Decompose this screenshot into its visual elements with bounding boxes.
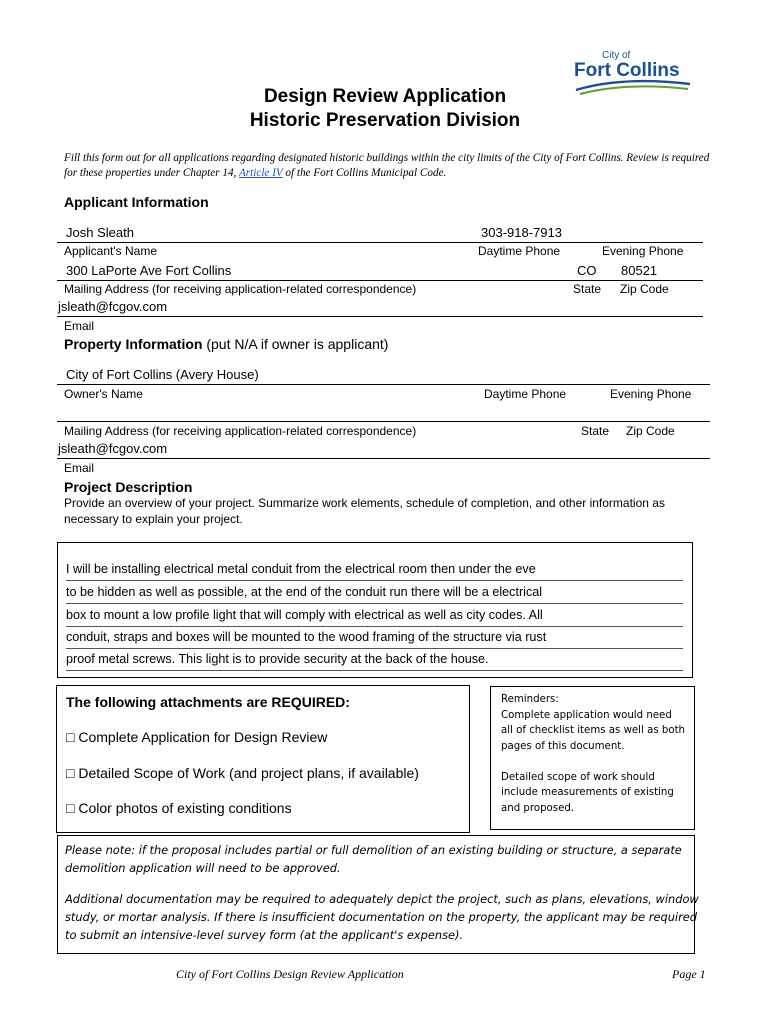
owner-email-label: Email xyxy=(64,461,95,475)
intro-paragraph: Fill this form out for all applications regarding designated historic buildings within the city limits of the City of Fort Collins. Review is required for these properties under Chapter 14, Article IV of the Fort Collins Municipal Code. xyxy=(64,152,710,179)
note-line: to submit an intensive-level survey form (at the applicant's expense). xyxy=(65,928,464,942)
owner-address-label: Mailing Address (for receiving application-related correspondence) xyxy=(64,424,417,438)
owner-zip-label: Zip Code xyxy=(626,424,675,438)
owner-name-label: Owner's Name xyxy=(64,387,143,401)
page-subtitle: Historic Preservation Division xyxy=(249,110,521,131)
reminders-line: pages of this document. xyxy=(501,740,625,752)
note-line: Additional documentation may be required to adequately depict the project, such as plans, elevations, window xyxy=(65,892,699,906)
project-description-box[interactable] xyxy=(57,542,693,678)
svg-text:Fort Collins: Fort Collins xyxy=(574,60,680,81)
reminders-line xyxy=(501,754,685,770)
note-line: demolition application will need to be approved. xyxy=(65,861,341,875)
required-attachments-box xyxy=(56,685,470,833)
note-line: study, or mortar analysis. If there is insufficient documentation on the property, the applicant may be required xyxy=(65,910,697,924)
owner-name-value[interactable]: City of Fort Collins (Avery House) xyxy=(66,367,259,382)
applicant-name-label: Applicant's Name xyxy=(64,244,157,258)
applicant-email-rule xyxy=(57,316,703,317)
reminders-line: Reminders: xyxy=(501,694,559,705)
project-instructions: Provide an overview of your project. Summarize work elements, schedule of completion, and other information as necessary to explain your project. xyxy=(64,496,665,526)
description-line: I will be installing electrical metal conduit from the electrical room then under the eve xyxy=(66,561,683,581)
svg-text:City of: City of xyxy=(602,50,631,61)
owner-evening-label: Evening Phone xyxy=(610,387,692,401)
property-heading: Property Information (put N/A if owner is applicant) xyxy=(64,336,389,352)
owner-daytime-label: Daytime Phone xyxy=(484,387,567,401)
applicant-zip-label: Zip Code xyxy=(620,282,669,296)
applicant-daytime-label: Daytime Phone xyxy=(478,244,561,258)
reminders-line: all of checklist items as well as both xyxy=(501,725,686,736)
project-heading: Project Description xyxy=(64,479,193,495)
applicant-email-label: Email xyxy=(64,319,95,333)
applicant-daytime-phone-value[interactable]: 303-918-7913 xyxy=(481,225,562,240)
page-title: Design Review Application xyxy=(263,86,507,107)
required-attachments-heading: The following attachments are REQUIRED: xyxy=(66,694,350,710)
checklist-item-application[interactable]: □ Complete Application for Design Review xyxy=(66,729,328,745)
applicant-email-value[interactable]: jsleath@fcgov.com xyxy=(58,299,168,314)
reminders-line: include measurements of existing xyxy=(501,787,674,798)
applicant-address-value[interactable]: 300 LaPorte Ave Fort Collins xyxy=(66,263,232,278)
checklist-item-scope[interactable]: □ Detailed Scope of Work (and project plans, if available) xyxy=(66,765,419,781)
applicant-address-rule xyxy=(57,280,703,281)
reminders-line: Complete application would need xyxy=(501,709,672,721)
footer-title: City of Fort Collins Design Review Application xyxy=(176,967,404,981)
owner-name-rule xyxy=(57,384,710,385)
owner-email-value[interactable]: jsleath@fcgov.com xyxy=(58,441,168,456)
demolition-note-box xyxy=(57,835,699,954)
owner-email-rule xyxy=(57,458,710,459)
note-line: Please note: if the proposal includes partial or full demolition of an existing building or structure, a separate xyxy=(65,843,682,857)
description-line: box to mount a low profile light that will comply with electrical as well as city codes. All xyxy=(66,607,683,627)
reminders-line: Detailed scope of work should xyxy=(501,771,655,783)
owner-state-label: State xyxy=(581,424,610,438)
applicant-state-value[interactable]: CO xyxy=(577,263,597,278)
applicant-address-label: Mailing Address (for receiving application-related correspondence) xyxy=(64,282,417,296)
applicant-heading: Applicant Information xyxy=(64,194,209,210)
applicant-evening-label: Evening Phone xyxy=(602,244,684,258)
applicant-zip-value[interactable]: 80521 xyxy=(621,263,658,278)
applicant-name-rule xyxy=(57,242,703,243)
owner-address-rule xyxy=(57,421,710,422)
reminders-box xyxy=(490,686,695,830)
description-line: proof metal screws. This light is to provide security at the back of the house. xyxy=(66,651,683,671)
reminders-line: and proposed. xyxy=(501,802,575,814)
applicant-state-label: State xyxy=(573,282,602,296)
checklist-item-photos[interactable]: □ Color photos of existing conditions xyxy=(66,800,292,816)
article-iv-link[interactable]: Article IV xyxy=(238,167,283,179)
description-line: conduit, straps and boxes will be mounted to the wood framing of the structure via rust xyxy=(66,629,683,649)
page-number: Page 1 xyxy=(672,967,706,981)
description-line: to be hidden as well as possible, at the end of the conduit run there will be a electrical xyxy=(66,584,683,604)
applicant-name-value[interactable]: Josh Sleath xyxy=(66,225,134,240)
